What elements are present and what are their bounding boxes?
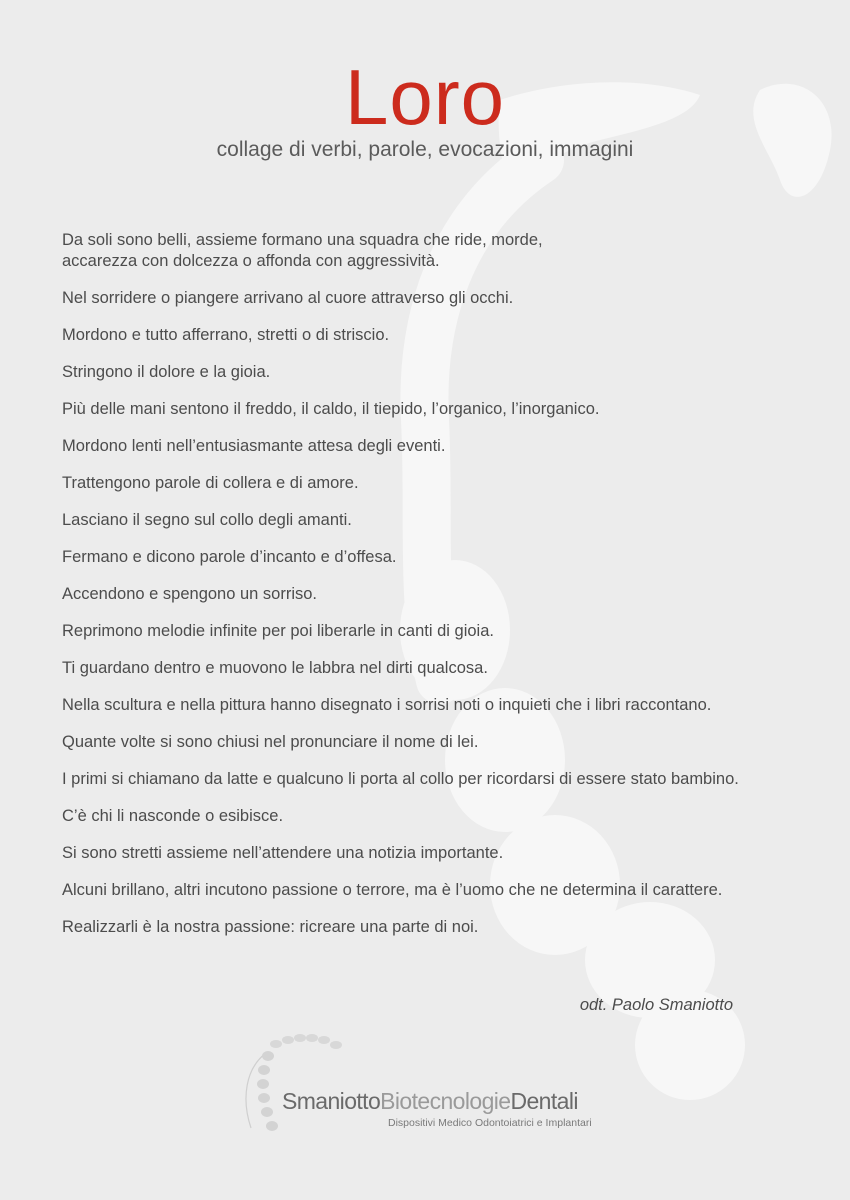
poster-subtitle: collage di verbi, parole, evocazioni, immagini bbox=[216, 138, 634, 161]
poem-line: Ti guardano dentro e muovono le labbra nel dirti qualcosa. bbox=[62, 659, 488, 677]
poem-line: Mordono lenti nell’entusiasmante attesa degli eventi. bbox=[62, 437, 446, 455]
poem-line: Trattengono parole di collera e di amore. bbox=[62, 474, 359, 492]
poem-intro bbox=[62, 230, 822, 272]
poem-line: Si sono stretti assieme nell’attendere una notizia importante. bbox=[62, 844, 504, 862]
poem-line: Fermano e dicono parole d’incanto e d’offesa. bbox=[62, 548, 397, 566]
author-signature: odt. Paolo Smaniotto bbox=[579, 996, 733, 1014]
poem-line: Nella scultura e nella pittura hanno disegnato i sorrisi noti o inquieti che i libri raccontano. bbox=[62, 696, 712, 714]
brand-name-part2: Biotecnologie bbox=[380, 1088, 511, 1114]
poem-line: Più delle mani sentono il freddo, il caldo, il tiepido, l’organico, l’inorganico. bbox=[62, 400, 600, 418]
poem-line: Lasciano il segno sul collo degli amanti. bbox=[62, 511, 352, 529]
poem-line: Reprimono melodie infinite per poi liberarle in canti di gioia. bbox=[62, 622, 494, 640]
poem-intro-line-1: Da soli sono belli, assieme formano una squadra che ride, morde, bbox=[62, 231, 543, 249]
poem-line: Accendono e spengono un sorriso. bbox=[62, 585, 318, 603]
poem-line: Realizzarli è la nostra passione: ricreare una parte di noi. bbox=[62, 918, 479, 936]
brand-logotype bbox=[282, 1088, 578, 1115]
poem-intro-line-2: accarezza con dolcezza o affonda con aggressività. bbox=[62, 252, 440, 270]
brand-name-part1: Smaniotto bbox=[282, 1088, 381, 1114]
poem-line: Quante volte si sono chiusi nel pronunciare il nome di lei. bbox=[62, 733, 479, 751]
poem-line: I primi si chiamano da latte e qualcuno li porta al collo per ricordarsi di essere stato bambino. bbox=[62, 770, 739, 788]
brand-tagline: Dispositivi Medico Odontoiatrici e Implantari bbox=[388, 1117, 592, 1129]
brand-name-part3: Dentali bbox=[510, 1088, 578, 1114]
poem-line: Alcuni brillano, altri incutono passione o terrore, ma è l’uomo che ne determina il carattere. bbox=[62, 881, 723, 899]
poem-line: Mordono e tutto afferrano, stretti o di striscio. bbox=[62, 326, 390, 344]
poster-title: Loro bbox=[344, 53, 506, 141]
poem-body bbox=[62, 230, 822, 954]
poem-line: Stringono il dolore e la gioia. bbox=[62, 363, 271, 381]
poem-line: Nel sorridere o piangere arrivano al cuore attraverso gli occhi. bbox=[62, 289, 514, 307]
poem-line: C’è chi li nasconde o esibisce. bbox=[62, 807, 284, 825]
